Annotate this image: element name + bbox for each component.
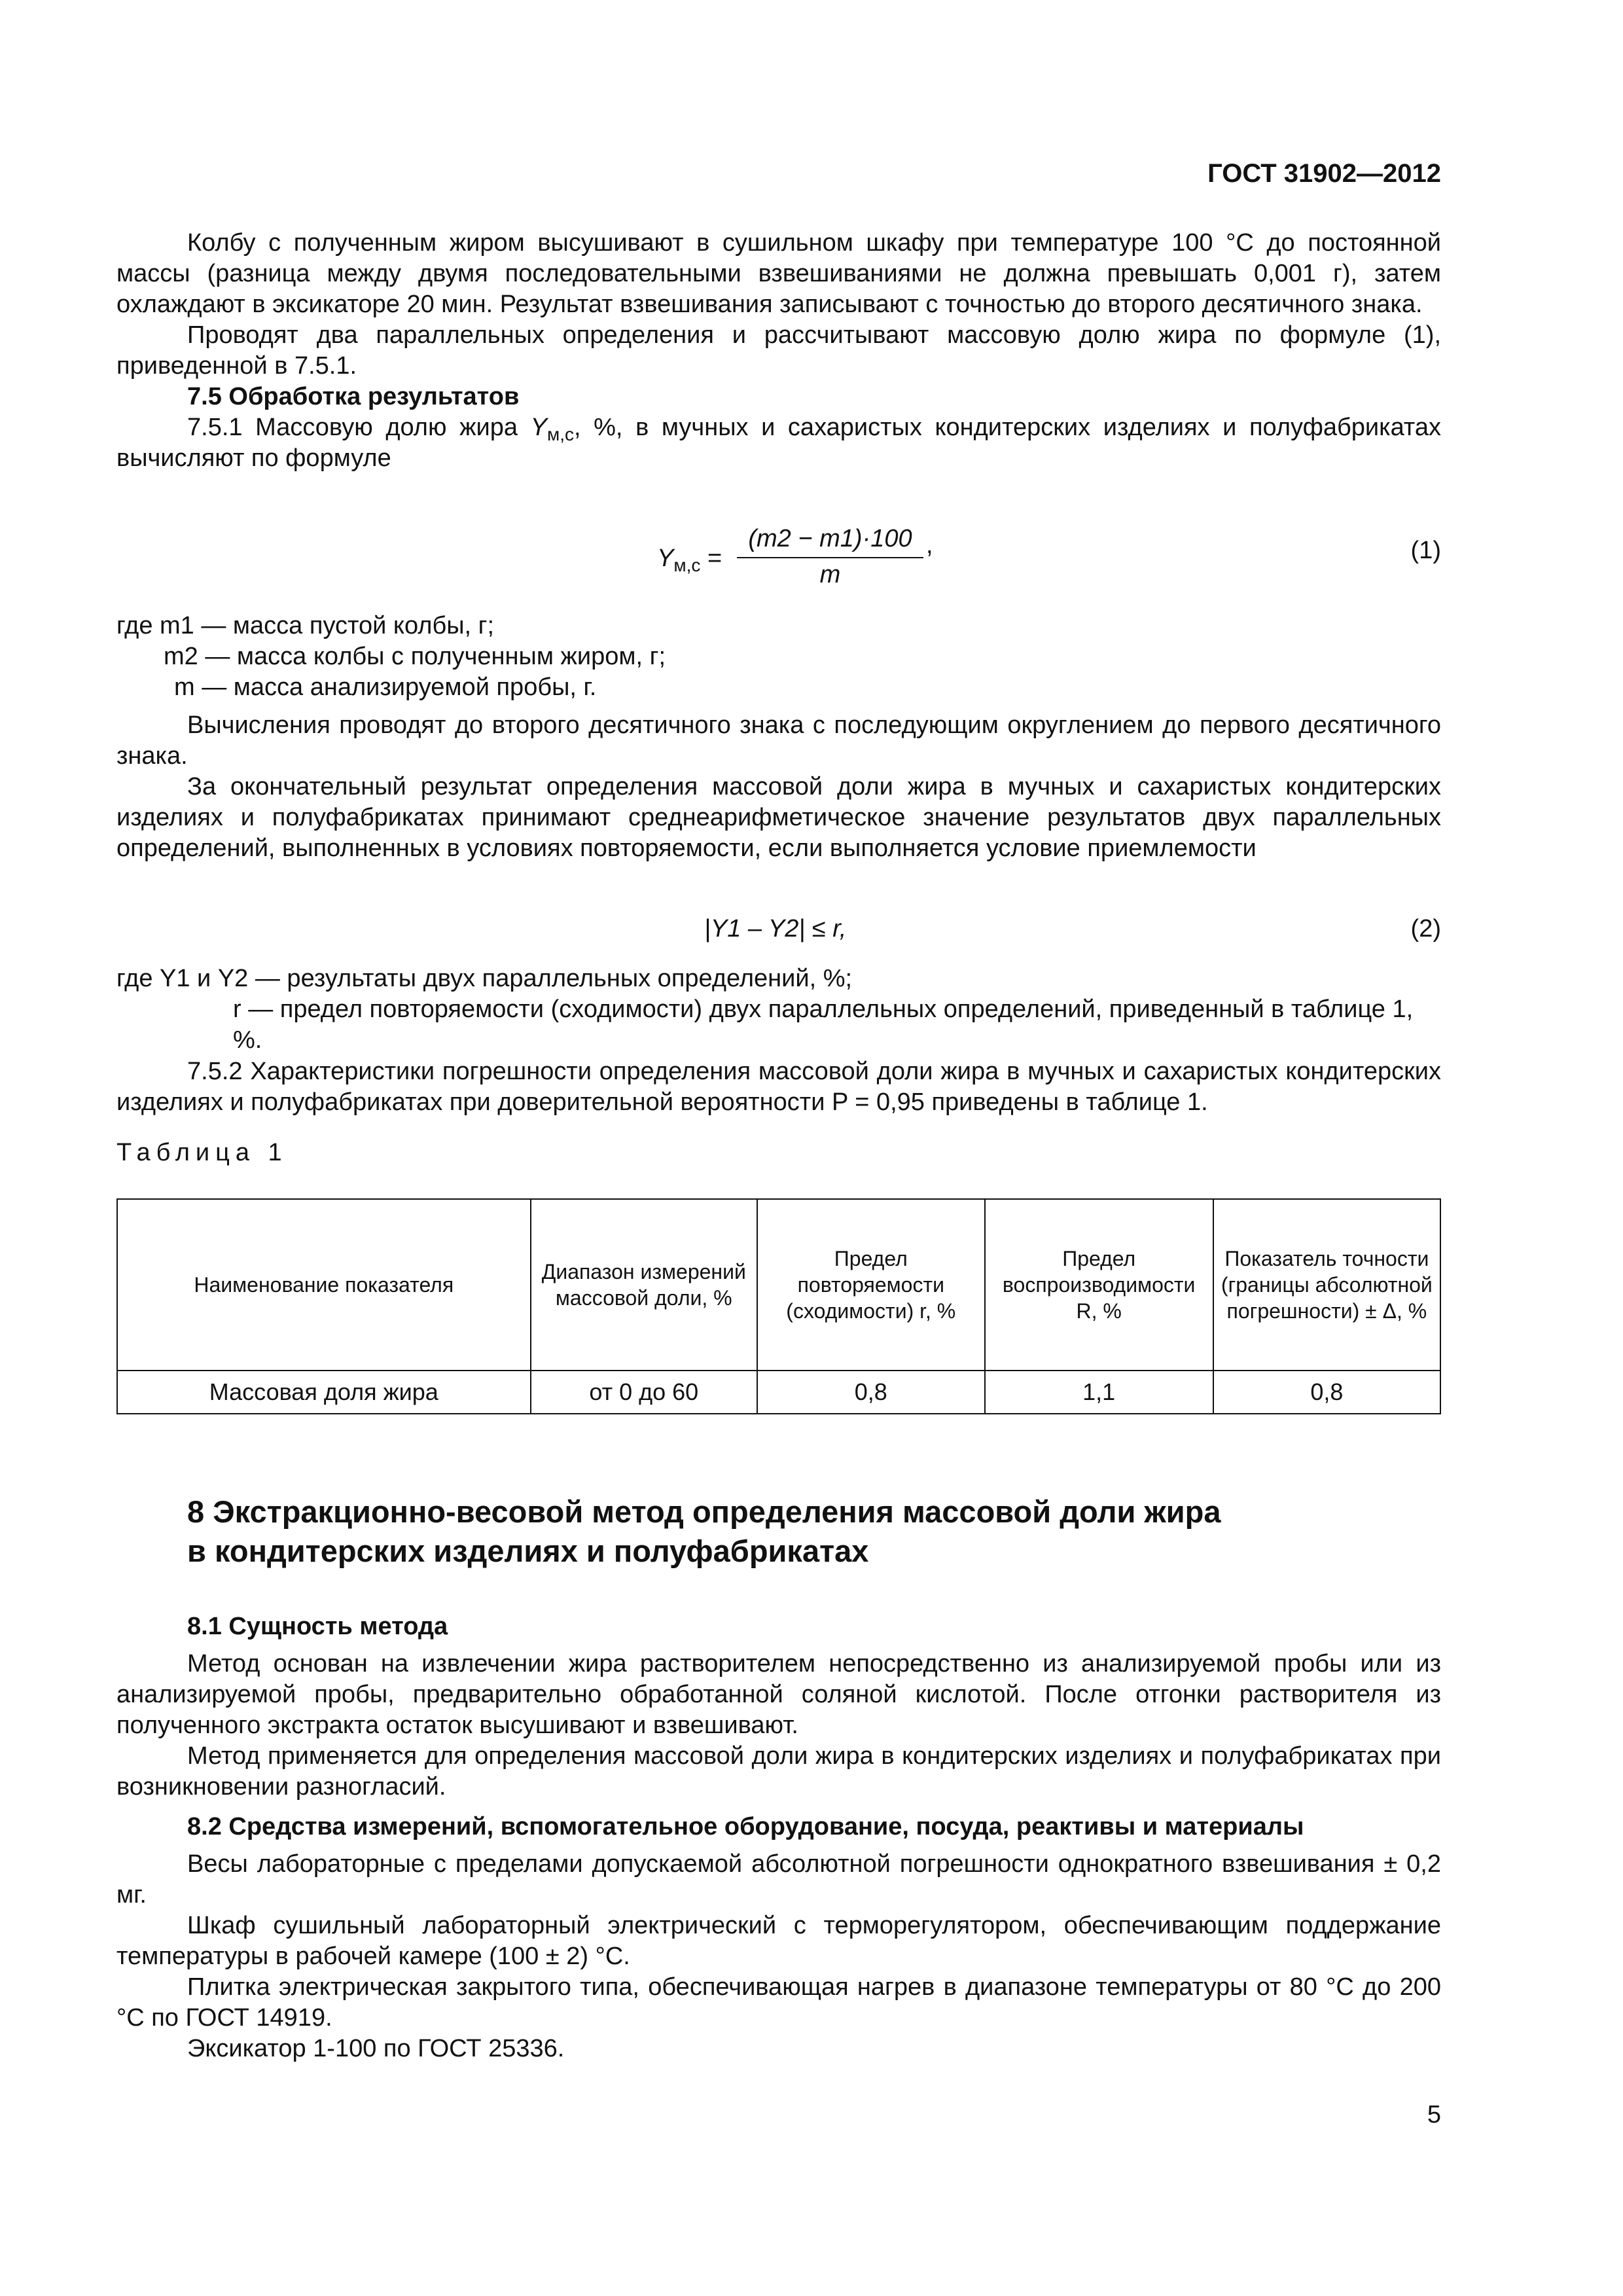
paragraph: Проводят два параллельных определения и рассчитывают массовую долю жира по формуле (1), приведенной в 7.5.1. bbox=[116, 321, 1441, 380]
formula-number: (1) bbox=[1410, 537, 1441, 564]
paragraph: Весы лабораторные с пределами допускаемой абсолютной погрешности однократного взвешивания ± 0,2 мг. bbox=[116, 1850, 1441, 1909]
formula-denominator: m bbox=[819, 561, 841, 588]
formula-numerator: (m2 − m1)·100 bbox=[737, 524, 923, 558]
section-8-title-line: в кондитерских изделиях и полуфабрикатах bbox=[187, 1534, 869, 1568]
heading-8-1: 8.1 Сущность метода bbox=[187, 1613, 448, 1640]
definition-line: где m1 — масса пустой колбы, г; bbox=[116, 612, 495, 639]
table-row bbox=[117, 1371, 1440, 1414]
results-text bbox=[116, 710, 1441, 864]
formula-1 bbox=[116, 524, 1441, 589]
paragraph-7-5-2 bbox=[116, 1056, 1441, 1168]
heading-8-2: 8.2 Средства измерений, вспомогательное оборудование, посуда, реактивы и материалы bbox=[187, 1813, 1304, 1840]
paragraph: За окончательный результат определения массовой доли жира в мучных и сахаристых кондитерских изделиях и полуфабрикатах принимают среднеарифметическое значение результатов двух параллельных определений, выполненных в условиях повторяемости, если выполняется условие приемлемости bbox=[116, 773, 1441, 862]
heading-7-5: 7.5 Обработка результатов bbox=[187, 383, 520, 410]
paragraph: 7.5.2 Характеристики погрешности определения массовой доли жира в мучных и сахаристых кондитерских изделиях и полуфабрикатах при доверительной вероятности P = 0,95 приведены в таблице 1. bbox=[116, 1058, 1441, 1116]
section-7-4-continuation bbox=[116, 228, 1441, 474]
table-header-cell: Показатель точности (границы абсолютной погрешности) ± Δ, % bbox=[1213, 1199, 1440, 1371]
table-caption: Таблица 1 bbox=[116, 1139, 288, 1166]
formula-number: (2) bbox=[1410, 915, 1441, 942]
formula-1-definitions bbox=[116, 611, 1441, 703]
paragraph: Метод применяется для определения массовой доли жира в кондитерских изделиях и полуфабрикатах при возникновении разногласий. bbox=[116, 1742, 1441, 1801]
table-cell: от 0 до 60 bbox=[531, 1371, 757, 1414]
table-cell: 0,8 bbox=[1213, 1371, 1440, 1414]
standard-header: ГОСТ 31902—2012 bbox=[1207, 159, 1441, 188]
document-page bbox=[116, 0, 1441, 2296]
table-cell: Массовая доля жира bbox=[117, 1371, 531, 1414]
table-header-cell: Предел воспроизводимости R, % bbox=[985, 1199, 1213, 1371]
table-header-cell: Предел повторяемости (сходимости) r, % bbox=[757, 1199, 985, 1371]
formula-expression: |Y1 – Y2| ≤ r, bbox=[704, 915, 847, 942]
formula-2-definitions bbox=[116, 963, 1441, 1056]
table-header-row bbox=[117, 1199, 1440, 1371]
table-cell: 0,8 bbox=[757, 1371, 985, 1414]
paragraph: Вычисления проводят до второго десятичного знака с последующим округлением до первого десятичного знака. bbox=[116, 711, 1441, 770]
formula-2 bbox=[116, 910, 1441, 949]
page-number: 5 bbox=[1427, 2101, 1441, 2128]
section-8 bbox=[116, 1492, 1441, 2064]
table-1 bbox=[116, 1198, 1441, 1414]
definition-line: где Y1 и Y2 — результаты двух параллельных определений, %; bbox=[116, 965, 853, 992]
table-header-cell: Наименование показателя bbox=[117, 1199, 531, 1371]
definition-line: m — масса анализируемой пробы, г. bbox=[174, 673, 597, 701]
paragraph: Шкаф сушильный лабораторный электрический с терморегулятором, обеспечивающим поддержание температуры в рабочей камере (100 ± 2) °С. bbox=[116, 1912, 1441, 1970]
definition-line: r — предел повторяемости (сходимости) двух параллельных определений, приведенный в таблице 1, %. bbox=[233, 996, 1414, 1054]
paragraph: Плитка электрическая закрытого типа, обеспечивающая нагрев в диапазоне температуры от 80 °С до 200 °С по ГОСТ 14919. bbox=[116, 1973, 1441, 2032]
paragraph: Колбу с полученным жиром высушивают в сушильном шкафу при температуре 100 °С до постоянной массы (разница между двумя последовательными взвешиваниями не должна превышать 0,001 г), затем охлаждают в эксикаторе 20 мин. Результат взвешивания записывают с точностью до второго десятичного знака. bbox=[116, 229, 1441, 318]
paragraph-7-5-1: 7.5.1 Массовую долю жира $Y_{м,с}$, %, в мучных и сахаристых кондитерских изделиях и полуфабрикатах вычисляют по формуле bbox=[116, 414, 1441, 472]
formula-comma: , bbox=[926, 531, 933, 559]
paragraph: Эксикатор 1-100 по ГОСТ 25336. bbox=[187, 2035, 565, 2062]
paragraph: Метод основан на извлечении жира растворителем непосредственно из анализируемой пробы или из анализируемой пробы, предварительно обработанной соляной кислотой. После отгонки растворителя из полученного экстракта остаток высушивают и взвешивают. bbox=[116, 1650, 1441, 1739]
definition-line: m2 — масса колбы с полученным жиром, г; bbox=[164, 643, 666, 670]
formula-fraction bbox=[737, 524, 923, 590]
section-8-title-line: 8 Экстракционно-весовой метод определения массовой доли жира bbox=[187, 1494, 1221, 1529]
table-cell: 1,1 bbox=[985, 1371, 1213, 1414]
table-header-cell: Диапазон измерений массовой доли, % bbox=[531, 1199, 757, 1371]
formula-lhs: $Y_{м,с}$ = bbox=[657, 545, 722, 575]
